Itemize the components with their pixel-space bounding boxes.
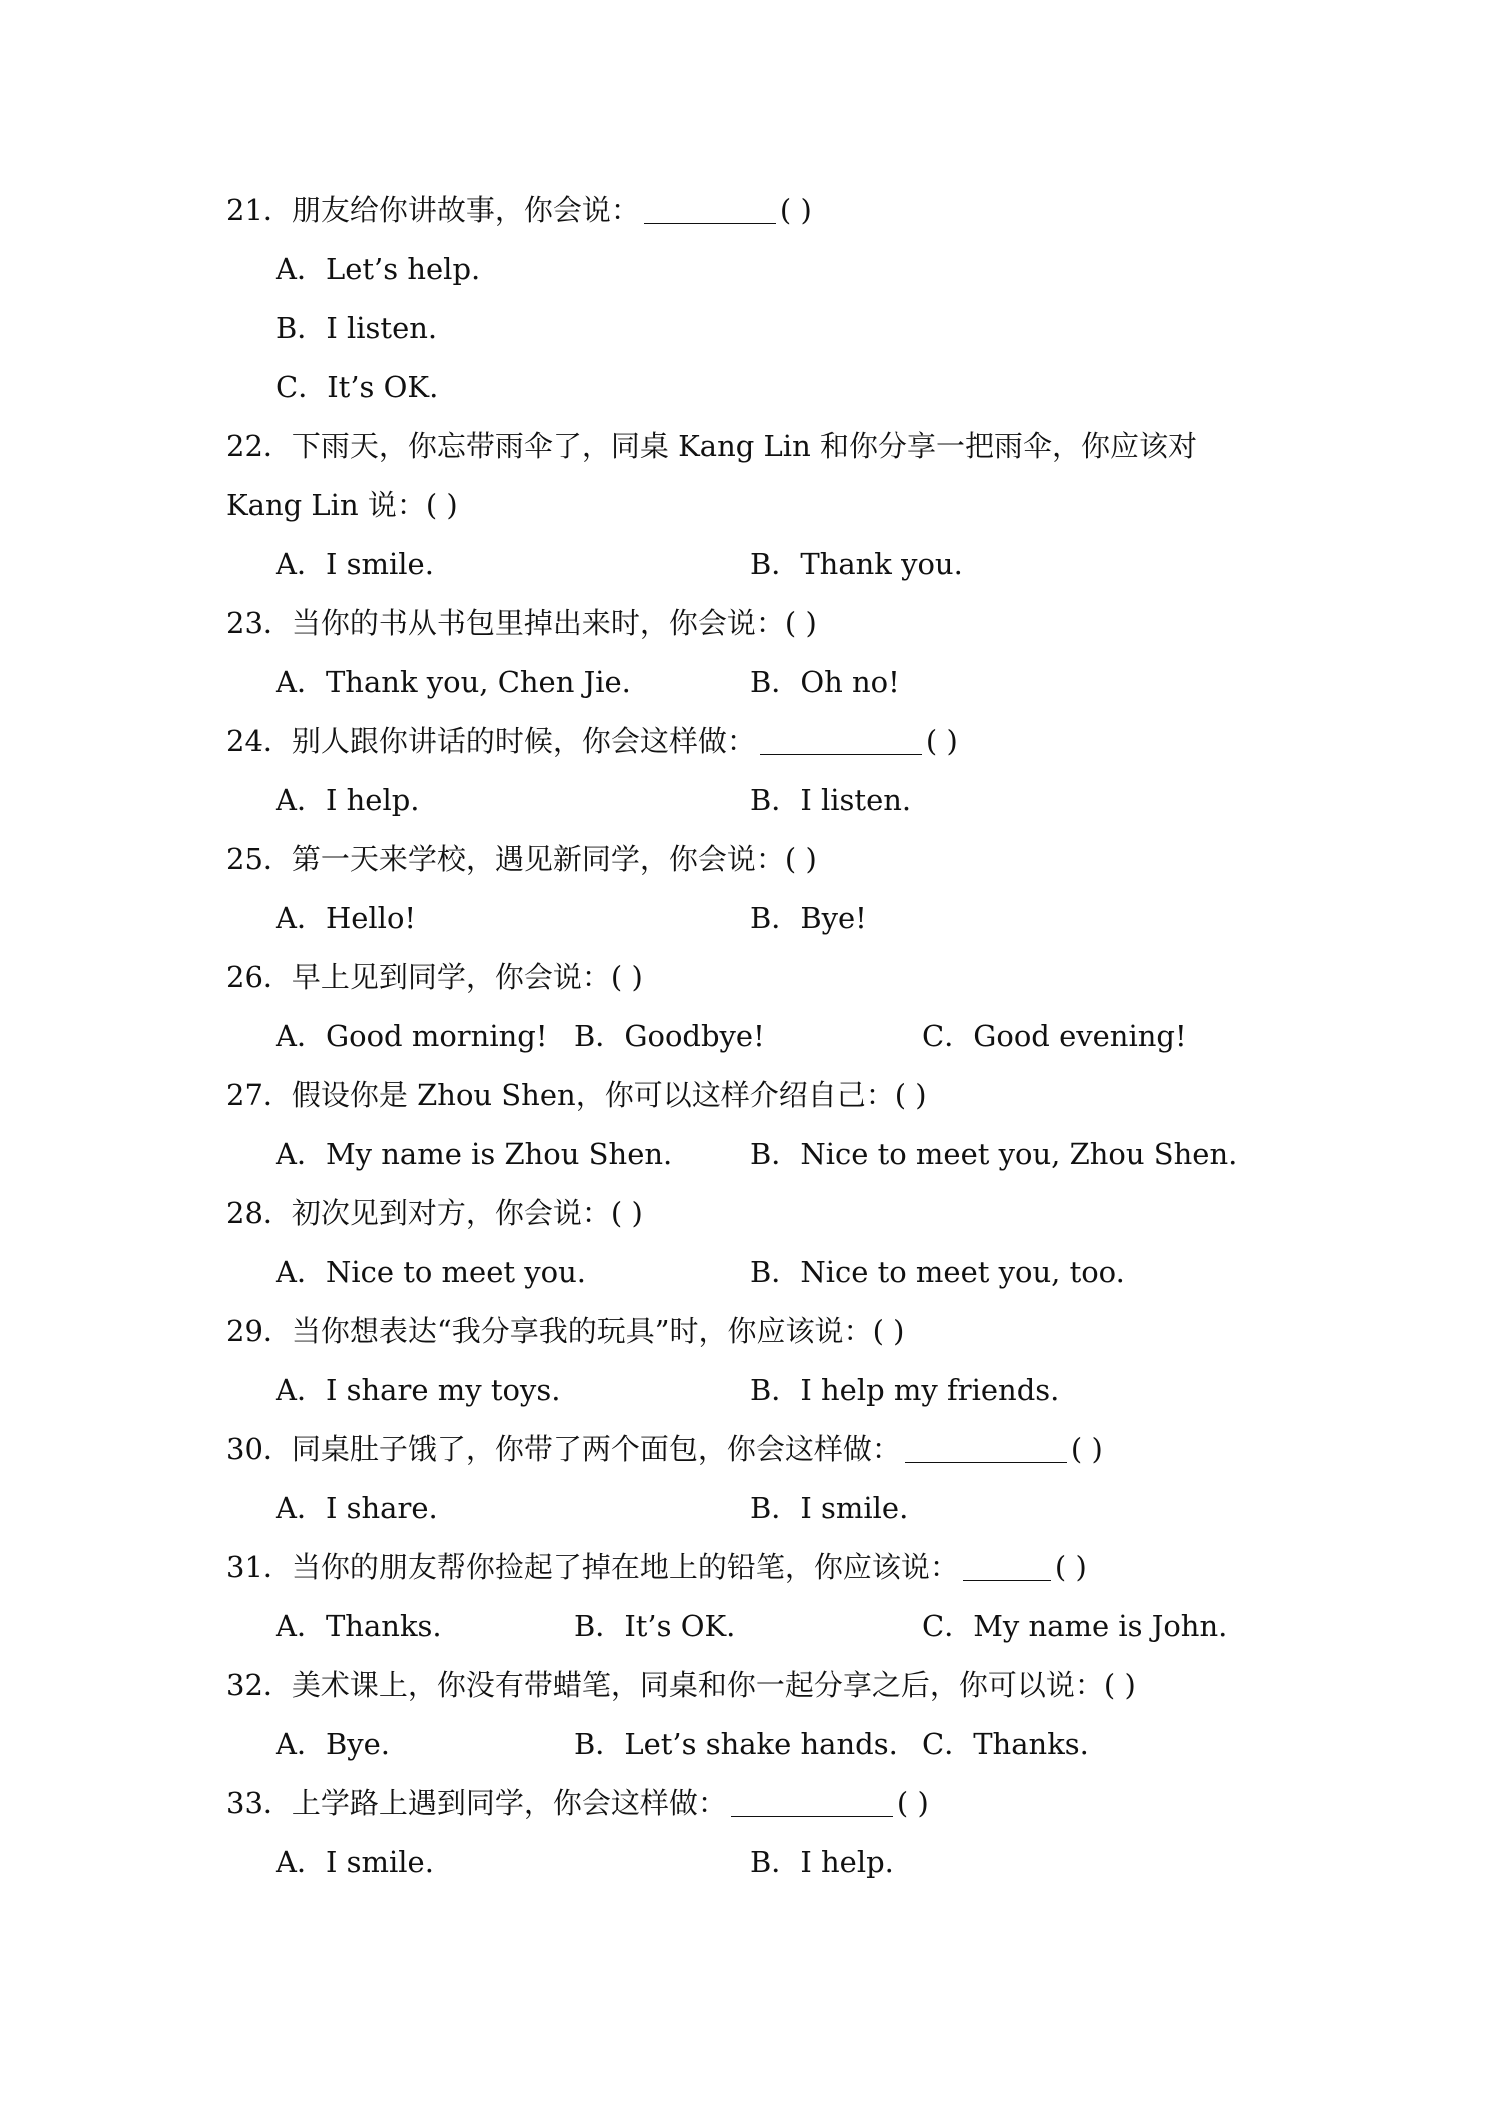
answer-blank[interactable] bbox=[644, 193, 776, 224]
answer-paren[interactable]: ( ) bbox=[1103, 1668, 1136, 1702]
answer-paren[interactable]: ( ) bbox=[425, 488, 458, 522]
question-text: 当你想表达“我分享我的玩具”时，你应该说： bbox=[291, 1314, 873, 1348]
option-b[interactable] bbox=[750, 1243, 1125, 1302]
option-label: B． bbox=[750, 1845, 801, 1879]
option-text: I share. bbox=[325, 1491, 438, 1525]
question-number: 23． bbox=[226, 606, 292, 640]
option-text: I help. bbox=[800, 1845, 894, 1879]
question-number: 32． bbox=[226, 1668, 292, 1702]
option-label: A． bbox=[276, 252, 326, 286]
option-b[interactable] bbox=[750, 1125, 1237, 1184]
question-number: 27． bbox=[226, 1078, 292, 1112]
option-a[interactable] bbox=[276, 1833, 434, 1892]
answer-blank[interactable] bbox=[760, 724, 922, 755]
option-label: B． bbox=[750, 1137, 801, 1171]
answer-paren[interactable]: ( ) bbox=[784, 606, 817, 640]
option-label: A． bbox=[276, 1491, 326, 1525]
option-b[interactable] bbox=[750, 1479, 908, 1538]
options-25 bbox=[276, 889, 1316, 948]
option-label: B． bbox=[276, 311, 327, 345]
options-30 bbox=[276, 1479, 1316, 1538]
question-30 bbox=[226, 1420, 1286, 1479]
option-text: I help my friends. bbox=[800, 1373, 1060, 1407]
option-label: A． bbox=[276, 783, 326, 817]
question-number: 26． bbox=[226, 960, 292, 994]
options-21-b bbox=[276, 299, 1316, 358]
question-text: 上学路上遇到同学，你会这样做： bbox=[291, 1786, 727, 1820]
answer-blank[interactable] bbox=[963, 1550, 1051, 1581]
question-text: 早上见到同学，你会说： bbox=[291, 960, 611, 994]
option-text: I smile. bbox=[325, 547, 434, 581]
option-label: C． bbox=[922, 1019, 974, 1053]
option-text: Thanks. bbox=[973, 1727, 1089, 1761]
option-text: Good morning! bbox=[325, 1019, 548, 1053]
option-text: It’s OK. bbox=[624, 1609, 736, 1643]
answer-paren[interactable]: ( ) bbox=[610, 960, 643, 994]
option-label: B． bbox=[574, 1019, 625, 1053]
option-text: My name is John. bbox=[973, 1609, 1228, 1643]
answer-paren[interactable]: ( ) bbox=[1070, 1432, 1103, 1466]
question-27 bbox=[226, 1066, 1286, 1125]
options-24 bbox=[276, 771, 1316, 830]
options-33 bbox=[276, 1833, 1316, 1892]
options-31 bbox=[276, 1597, 1316, 1656]
option-a[interactable] bbox=[276, 535, 434, 594]
option-text: Nice to meet you. bbox=[325, 1255, 586, 1289]
question-25 bbox=[226, 830, 1286, 889]
option-text: Thank you, Chen Jie. bbox=[325, 665, 631, 699]
option-a[interactable] bbox=[276, 1125, 672, 1184]
option-label: A． bbox=[276, 1255, 326, 1289]
question-number: 24． bbox=[226, 724, 292, 758]
option-b[interactable] bbox=[574, 1007, 765, 1066]
option-text: I listen. bbox=[800, 783, 912, 817]
question-text: 同桌肚子饿了，你带了两个面包，你会这样做： bbox=[291, 1432, 901, 1466]
answer-paren[interactable]: ( ) bbox=[896, 1786, 929, 1820]
option-label: B． bbox=[750, 901, 801, 935]
option-label: B． bbox=[574, 1609, 625, 1643]
option-b[interactable] bbox=[276, 299, 437, 358]
option-label: C． bbox=[276, 370, 328, 404]
options-22 bbox=[276, 535, 1316, 594]
question-31 bbox=[226, 1538, 1286, 1597]
answer-paren[interactable]: ( ) bbox=[784, 842, 817, 876]
option-a[interactable] bbox=[276, 1243, 586, 1302]
question-number: 28． bbox=[226, 1196, 292, 1230]
answer-paren[interactable]: ( ) bbox=[779, 193, 812, 227]
question-32 bbox=[226, 1656, 1286, 1715]
option-label: A． bbox=[276, 1019, 326, 1053]
option-text: I share my toys. bbox=[325, 1373, 561, 1407]
option-text: Nice to meet you, too. bbox=[800, 1255, 1125, 1289]
question-23 bbox=[226, 594, 1286, 653]
option-b[interactable] bbox=[750, 1833, 894, 1892]
question-text: 初次见到对方，你会说： bbox=[291, 1196, 611, 1230]
options-26 bbox=[276, 1007, 1316, 1066]
option-text: Goodbye! bbox=[624, 1019, 765, 1053]
question-text: 朋友给你讲故事，你会说： bbox=[291, 193, 640, 227]
option-text: My name is Zhou Shen. bbox=[325, 1137, 673, 1171]
option-text: Good evening! bbox=[973, 1019, 1187, 1053]
option-label: A． bbox=[276, 665, 326, 699]
option-label: A． bbox=[276, 1727, 326, 1761]
question-21 bbox=[226, 181, 1286, 240]
option-text: I smile. bbox=[800, 1491, 909, 1525]
option-b[interactable] bbox=[574, 1715, 898, 1774]
question-number: 22． bbox=[226, 429, 292, 463]
question-number: 25． bbox=[226, 842, 292, 876]
option-a[interactable] bbox=[276, 1597, 442, 1656]
option-text: Thanks. bbox=[325, 1609, 442, 1643]
question-22 bbox=[226, 417, 1276, 535]
question-number: 30． bbox=[226, 1432, 292, 1466]
option-label: B． bbox=[750, 1373, 801, 1407]
option-text: Bye! bbox=[800, 901, 867, 935]
question-number: 33． bbox=[226, 1786, 292, 1820]
answer-paren[interactable]: ( ) bbox=[872, 1314, 905, 1348]
answer-paren[interactable]: ( ) bbox=[610, 1196, 643, 1230]
answer-blank[interactable] bbox=[731, 1786, 893, 1817]
option-label: B． bbox=[750, 547, 801, 581]
option-label: B． bbox=[750, 1491, 801, 1525]
option-text: Thank you. bbox=[800, 547, 963, 581]
option-b[interactable] bbox=[750, 1361, 1059, 1420]
option-label: B． bbox=[574, 1727, 625, 1761]
option-text: Bye. bbox=[325, 1727, 391, 1761]
option-b[interactable] bbox=[750, 889, 867, 948]
option-a[interactable] bbox=[276, 1715, 390, 1774]
question-28 bbox=[226, 1184, 1286, 1243]
option-text: Nice to meet you, Zhou Shen. bbox=[800, 1137, 1238, 1171]
answer-paren[interactable]: ( ) bbox=[925, 724, 958, 758]
option-a[interactable] bbox=[276, 240, 480, 299]
option-label: A． bbox=[276, 1373, 326, 1407]
answer-paren[interactable]: ( ) bbox=[894, 1078, 927, 1112]
question-text: 当你的朋友帮你捡起了掉在地上的铅笔，你应该说： bbox=[291, 1550, 959, 1584]
option-label: B． bbox=[750, 1255, 801, 1289]
option-a[interactable] bbox=[276, 889, 416, 948]
option-c[interactable] bbox=[922, 1715, 1089, 1774]
option-label: B． bbox=[750, 665, 801, 699]
answer-paren[interactable]: ( ) bbox=[1054, 1550, 1087, 1584]
option-text: Hello! bbox=[325, 901, 417, 935]
option-text: I smile. bbox=[325, 1845, 434, 1879]
question-text: 下雨天，你忘带雨伞了，同桌 Kang Lin 和你分享一把雨伞，你应该对 Kang Lin 说： bbox=[226, 429, 1197, 522]
question-24 bbox=[226, 712, 1286, 771]
option-a[interactable] bbox=[276, 1479, 438, 1538]
option-label: C． bbox=[922, 1727, 974, 1761]
option-a[interactable] bbox=[276, 1361, 560, 1420]
options-28 bbox=[276, 1243, 1316, 1302]
option-text: It’s OK. bbox=[327, 370, 439, 404]
option-label: A． bbox=[276, 1845, 326, 1879]
options-27 bbox=[276, 1125, 1316, 1184]
question-number: 31． bbox=[226, 1550, 292, 1584]
question-text: 别人跟你讲话的时候，你会这样做： bbox=[291, 724, 756, 758]
option-label: C． bbox=[922, 1609, 974, 1643]
options-21 bbox=[276, 240, 1316, 299]
options-29 bbox=[276, 1361, 1316, 1420]
question-number: 21． bbox=[226, 193, 292, 227]
question-33 bbox=[226, 1774, 1286, 1833]
options-32 bbox=[276, 1715, 1316, 1774]
question-text: 第一天来学校，遇见新同学，你会说： bbox=[291, 842, 785, 876]
option-a[interactable] bbox=[276, 1007, 548, 1066]
option-b[interactable] bbox=[750, 653, 900, 712]
option-text: Let’s shake hands. bbox=[624, 1727, 898, 1761]
option-label: A． bbox=[276, 901, 326, 935]
option-c[interactable] bbox=[922, 1597, 1227, 1656]
options-23 bbox=[276, 653, 1316, 712]
option-b[interactable] bbox=[574, 1597, 735, 1656]
option-c[interactable] bbox=[276, 358, 438, 417]
options-21-c bbox=[276, 358, 1316, 417]
option-label: B． bbox=[750, 783, 801, 817]
option-label: A． bbox=[276, 547, 326, 581]
question-text: 当你的书从书包里掉出来时，你会说： bbox=[291, 606, 785, 640]
option-text: Oh no! bbox=[800, 665, 900, 699]
option-b[interactable] bbox=[750, 771, 911, 830]
question-26 bbox=[226, 948, 1286, 1007]
option-label: A． bbox=[276, 1609, 326, 1643]
option-c[interactable] bbox=[922, 1007, 1187, 1066]
question-text: 美术课上，你没有带蜡笔，同桌和你一起分享之后，你可以说： bbox=[291, 1668, 1104, 1702]
question-text: 假设你是 Zhou Shen，你可以这样介绍自己： bbox=[291, 1078, 895, 1112]
option-text: I help. bbox=[325, 783, 420, 817]
option-a[interactable] bbox=[276, 771, 420, 830]
option-text: I listen. bbox=[326, 311, 438, 345]
option-a[interactable] bbox=[276, 653, 631, 712]
option-text: Let’s help. bbox=[325, 252, 481, 286]
option-label: A． bbox=[276, 1137, 326, 1171]
option-b[interactable] bbox=[750, 535, 963, 594]
question-29 bbox=[226, 1302, 1286, 1361]
question-number: 29． bbox=[226, 1314, 292, 1348]
answer-blank[interactable] bbox=[905, 1432, 1067, 1463]
